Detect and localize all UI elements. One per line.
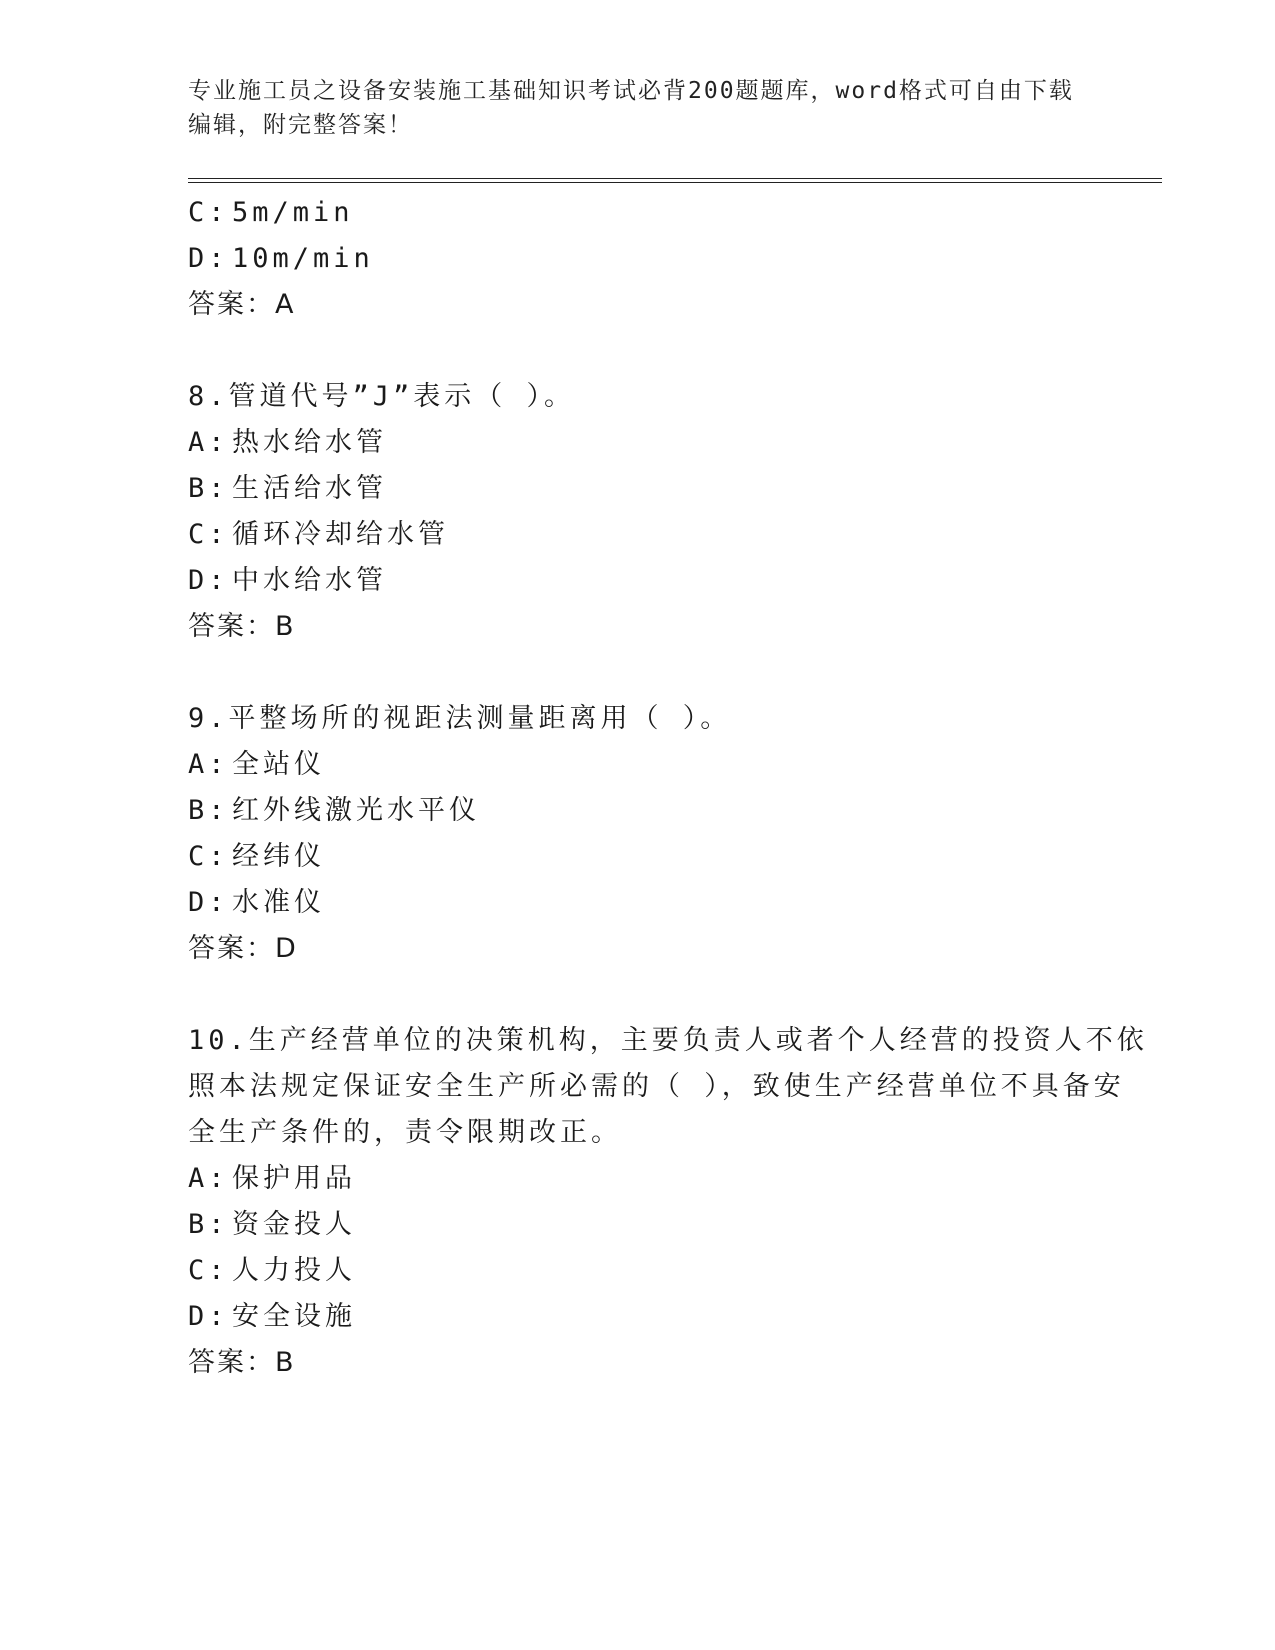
option-text: 中水给水管 [232,565,387,596]
option-text: 保护用品 [232,1163,356,1194]
option-label: A: [188,749,229,780]
option-label: B: [188,473,229,504]
option-label: B: [188,795,229,826]
question-list [188,190,1148,1386]
option-label: D: [188,565,229,596]
option-text: 全站仪 [232,749,325,780]
option-c [188,512,1088,558]
option-c [188,1248,1088,1294]
answer-line: 答案：D [188,933,298,964]
question-stem: 8.管道代号”J”表示（ ）。 [188,381,576,412]
option-text: 水准仪 [232,887,325,918]
spacer [188,972,1088,1018]
header-title-line-1: 专业施工员之设备安装施工基础知识考试必背200题题库，word格式可自由下载 [188,78,1074,104]
option-b [188,1202,1088,1248]
question-stem-line-1: 10.生产经营单位的决策机构，主要负责人或者个人经营的投资人不依 [188,1025,1148,1056]
option-d [188,1294,1088,1340]
option-d [188,558,1088,604]
option-d [188,236,1088,282]
option-label: D: [188,887,229,918]
option-text: 人力投人 [232,1255,356,1286]
option-b [188,788,1088,834]
header-divider [188,178,1162,183]
option-label: A: [188,1163,229,1194]
option-label: D: [188,243,229,274]
option-label: B: [188,1209,229,1240]
option-a [188,420,1088,466]
question-10 [188,1018,1148,1386]
option-label: A: [188,427,229,458]
question-9 [188,696,1088,972]
option-text: 资金投人 [232,1209,356,1240]
question-stem-line-3: 全生产条件的，责令限期改正。 [188,1117,622,1148]
partial-question [188,190,1088,328]
spacer [188,650,1088,696]
option-text: 安全设施 [232,1301,356,1332]
option-d [188,880,1088,926]
answer-line: 答案：A [188,289,296,320]
option-text: 10m/min [232,243,374,274]
option-label: D: [188,1301,229,1332]
question-stem: 9.平整场所的视距法测量距离用（ ）。 [188,703,732,734]
option-a [188,1156,1088,1202]
option-c [188,190,1088,236]
option-text: 红外线激光水平仪 [232,795,480,826]
spacer [188,328,1088,374]
answer-line: 答案：B [188,1347,296,1378]
option-text: 循环冷却给水管 [232,519,449,550]
answer-line: 答案：B [188,611,296,642]
header-title-line-2: 编辑，附完整答案！ [188,112,413,138]
option-text: 5m/min [232,197,354,228]
document-header [188,74,1088,142]
option-label: C: [188,197,229,228]
option-text: 热水给水管 [232,427,387,458]
question-8 [188,374,1088,650]
option-label: C: [188,519,229,550]
option-a [188,742,1088,788]
option-c [188,834,1088,880]
option-text: 经纬仪 [232,841,325,872]
option-text: 生活给水管 [232,473,387,504]
option-label: C: [188,1255,229,1286]
question-stem-line-2: 照本法规定保证安全生产所必需的（ ），致使生产经营单位不具备安 [188,1071,1125,1102]
option-label: C: [188,841,229,872]
option-b [188,466,1088,512]
